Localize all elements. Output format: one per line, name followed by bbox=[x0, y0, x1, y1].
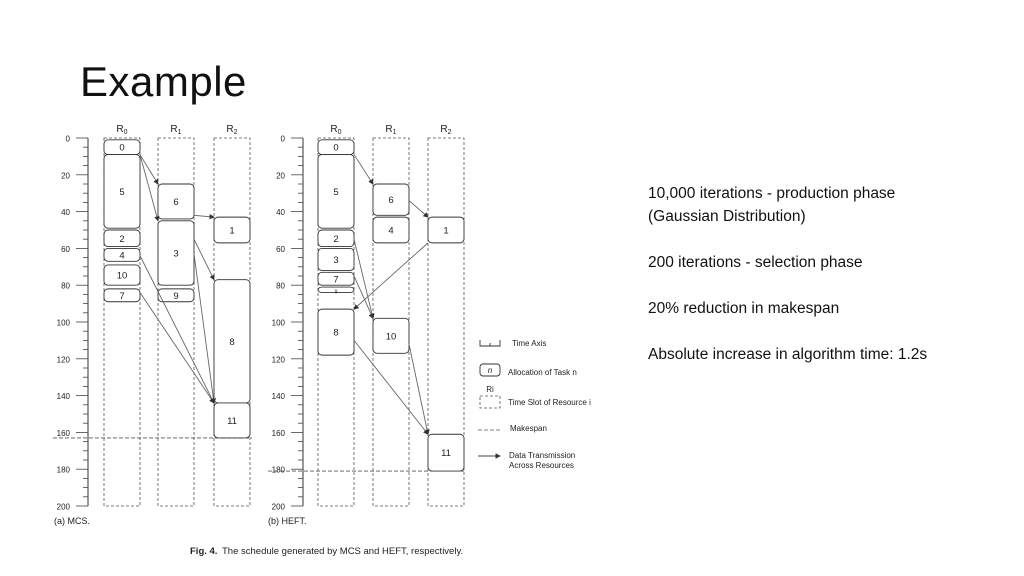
data-transmission-arrow bbox=[140, 155, 158, 221]
axis-tick-label: 20 bbox=[61, 171, 70, 181]
axis-tick-label: 40 bbox=[61, 208, 70, 218]
task-label: 11 bbox=[441, 448, 451, 460]
axis-tick-label: 160 bbox=[56, 428, 70, 438]
data-transmission-arrow bbox=[140, 155, 158, 184]
heft-panel bbox=[268, 124, 466, 526]
task-label: 4 bbox=[388, 225, 394, 237]
data-transmission-arrow bbox=[409, 344, 428, 434]
task-label: 7 bbox=[333, 274, 339, 286]
resource-label: $R_1$ bbox=[170, 124, 182, 136]
data-transmission-arrow bbox=[194, 254, 214, 403]
note-text: Absolute increase in algorithm time: 1.2s bbox=[648, 346, 928, 363]
axis-tick-label: 100 bbox=[56, 318, 70, 328]
legend-label: Data Transmission bbox=[509, 451, 576, 460]
note-text: (Gaussian Distribution) bbox=[648, 208, 806, 225]
note-text: 10,000 iterations - production phase bbox=[648, 185, 896, 202]
task-label: 8 bbox=[333, 327, 339, 339]
axis-tick-label: 40 bbox=[276, 208, 285, 218]
axis-tick-label: 80 bbox=[61, 281, 70, 291]
task-label: 5 bbox=[333, 186, 339, 198]
panel-label: (a) MCS. bbox=[54, 516, 90, 526]
legend-label: Allocation of Task n bbox=[508, 368, 577, 377]
task-label: 4 bbox=[119, 250, 125, 262]
task-label: 3 bbox=[173, 248, 179, 260]
axis-tick-label: 200 bbox=[56, 502, 70, 512]
legend-slot-symbol bbox=[480, 396, 500, 408]
legend-label: Across Resources bbox=[509, 461, 574, 470]
task-label: 10 bbox=[116, 270, 128, 282]
legend-label: Time Axis bbox=[512, 339, 547, 348]
task-label: 0 bbox=[333, 142, 339, 154]
task-label: 10 bbox=[385, 331, 397, 343]
mcs-panel bbox=[53, 124, 252, 526]
legend-time-axis-symbol bbox=[480, 340, 500, 346]
axis-tick-label: 140 bbox=[271, 392, 285, 402]
data-transmission-arrow bbox=[354, 243, 428, 309]
axis-tick-label: 100 bbox=[271, 318, 285, 328]
resource-label: $R_1$ bbox=[385, 124, 397, 136]
data-transmission-arrow bbox=[409, 201, 428, 218]
data-transmission-arrow bbox=[140, 290, 214, 403]
axis-tick-label: 160 bbox=[271, 428, 285, 438]
task-label: 7 bbox=[119, 290, 125, 302]
task-label: 8 bbox=[229, 336, 235, 348]
legend bbox=[478, 339, 591, 470]
figure-caption-label: Fig. 4. bbox=[190, 546, 218, 557]
task-label: 2 bbox=[333, 233, 339, 245]
task-label: 6 bbox=[388, 195, 394, 207]
figure-caption-text: The schedule generated by MCS and HEFT, respectively. bbox=[222, 546, 464, 557]
note-text: 20% reduction in makespan bbox=[648, 300, 840, 317]
legend-symbol-text: n bbox=[487, 366, 493, 375]
axis-tick-label: 60 bbox=[61, 244, 70, 254]
task-label: 5 bbox=[119, 186, 125, 198]
axis-tick-label: 120 bbox=[271, 355, 285, 365]
task-label: 9 bbox=[334, 289, 338, 296]
axis-tick-label: 60 bbox=[276, 244, 285, 254]
data-transmission-arrow bbox=[354, 276, 373, 318]
data-transmission-arrow bbox=[354, 155, 373, 184]
axis-tick-label: 180 bbox=[271, 465, 285, 475]
axis-tick-label: 200 bbox=[271, 502, 285, 512]
task-label: 6 bbox=[173, 196, 179, 208]
task-label: 9 bbox=[173, 290, 179, 302]
axis-tick-label: 180 bbox=[56, 465, 70, 475]
task-label: 3 bbox=[333, 254, 339, 266]
resource-label: $R_0$ bbox=[330, 124, 342, 136]
legend-label: Time Slot of Resource i bbox=[508, 398, 591, 407]
task-label: 0 bbox=[119, 142, 125, 154]
task-label: 2 bbox=[119, 233, 125, 245]
legend-label: Makespan bbox=[510, 424, 547, 433]
axis-tick-label: 20 bbox=[276, 171, 285, 181]
task-label: 11 bbox=[227, 415, 237, 427]
slide-title: Example bbox=[80, 58, 247, 105]
data-transmission-arrow bbox=[194, 215, 214, 217]
task-label: 1 bbox=[443, 225, 449, 237]
resource-label: $R_0$ bbox=[116, 124, 128, 136]
axis-tick-label: 140 bbox=[56, 392, 70, 402]
legend-symbol-text: Ri bbox=[486, 385, 494, 394]
axis-tick-label: 0 bbox=[280, 134, 285, 144]
axis-tick-label: 120 bbox=[56, 355, 70, 365]
axis-tick-label: 0 bbox=[65, 134, 70, 144]
resource-label: $R_2$ bbox=[440, 124, 452, 136]
panel-label: (b) HEFT. bbox=[268, 516, 307, 526]
axis-tick-label: 80 bbox=[276, 281, 285, 291]
resource-label: $R_2$ bbox=[226, 124, 238, 136]
task-label: 1 bbox=[229, 225, 235, 237]
data-transmission-arrow bbox=[354, 340, 428, 434]
note-text: 200 iterations - selection phase bbox=[648, 254, 863, 271]
